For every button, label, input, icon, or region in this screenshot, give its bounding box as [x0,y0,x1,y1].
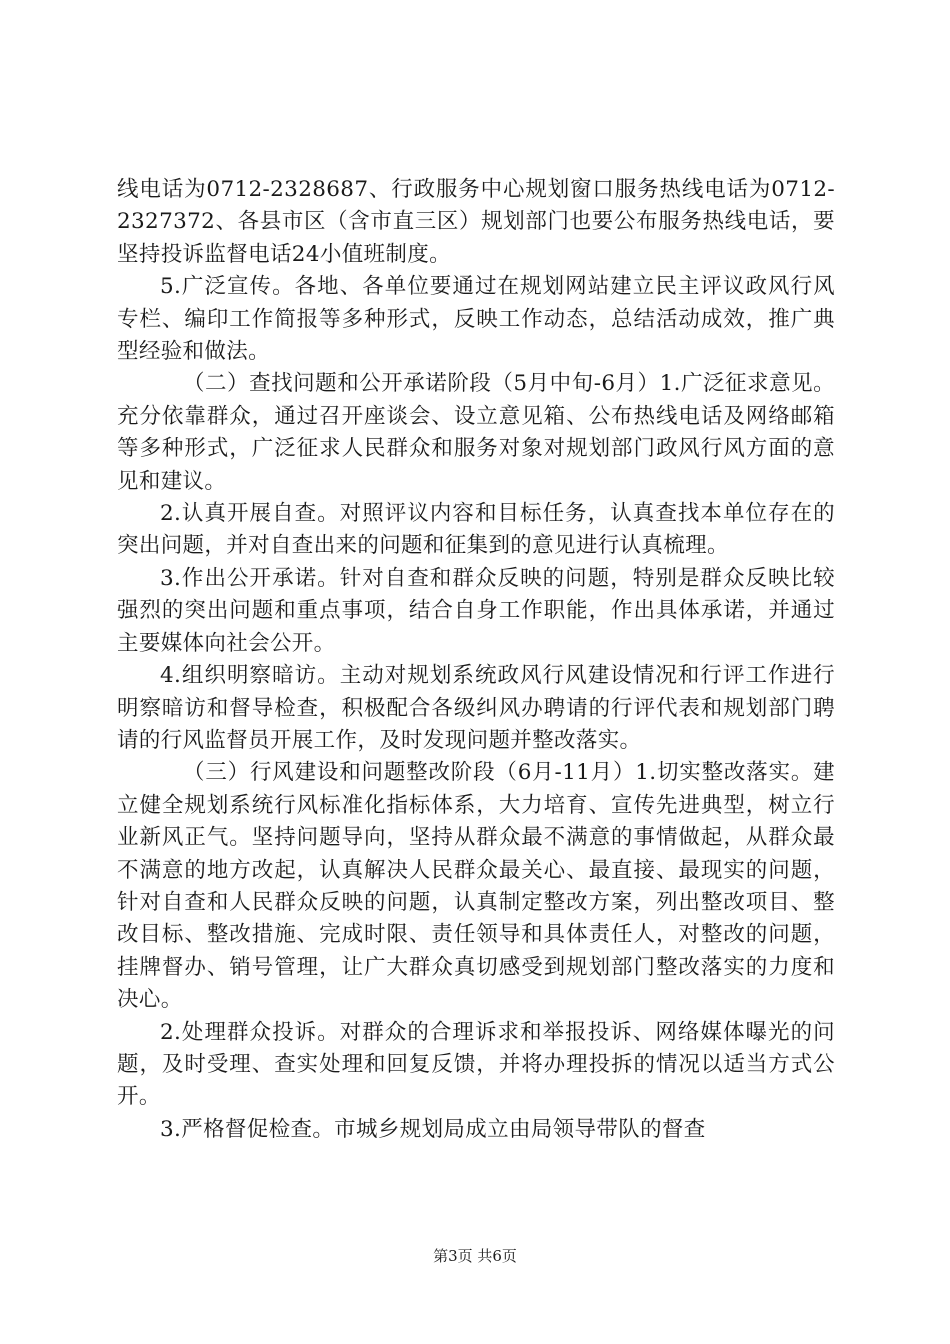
paragraph-self-inspection: 2.认真开展自查。对照评议内容和目标任务，认真查找本单位存在的突出问题，并对自查出来的问题和征集到的意见进行认真梳理。 [117,501,835,559]
paragraph-complaints: 2.处理群众投诉。对群众的合理诉求和举报投诉、网络媒体曝光的问题，及时受理、查实处理和回复反馈，并将办理投拆的情况以适当方式公开。 [117,1019,835,1110]
paragraph-publicity: 5.广泛宣传。各地、各单位要通过在规划网站建立民主评议政风行风专栏、编印工作简报等多种形式，反映工作动态，总结活动成效，推广典型经验和做法。 [117,274,835,365]
page-number-footer: 第3页 共6页 [433,1247,517,1265]
paragraph-stage-two: （二）查找问题和公开承诺阶段（5月中旬-6月）1.广泛征求意见。充分依靠群众，通过召开座谈会、设立意见箱、公布热线电话及网络邮箱等多种形式，广泛征求人民群众和服务对象对规划部门政风行风方面的意见和建议。 [117,371,835,494]
paragraph-hotline-continued: 线电话为0712-2328687、行政服务中心规划窗口服务热线电话为0712-2327372、各县市区（含市直三区）规划部门也要公布服务热线电话，要坚持投诉监督电话24小值班制度。 [117,177,835,267]
paragraph-public-commitment: 3.作出公开承诺。针对自查和群众反映的问题，特别是群众反映比较强烈的突出问题和重点事项，结合自身工作职能，作出具体承诺，并通过主要媒体向社会公开。 [117,565,835,656]
paragraph-inspection-visits: 4.组织明察暗访。主动对规划系统政风行风建设情况和行评工作进行明察暗访和督导检查，积极配合各级纠风办聘请的行评代表和规划部门聘请的行风监督员开展工作，及时发现问题并整改落实。 [117,663,835,753]
paragraph-stage-three: （三）行风建设和问题整改阶段（6月-11月）1.切实整改落实。建立健全规划系统行风标准化指标体系，大力培育、宣传先进典型，树立行业新风正气。坚持问题导向，坚持从群众最不满意的事情做起，从群众最不满意的地方改起，认真解决人民群众最关心、最直接、最现实的问题，针对自查和人民群众反映的问题，认真制定整改方案，列出整改项目、整改目标、整改措施、完成时限、责任领导和具体责任人，对整改的问题，挂牌督办、销号管理，让广大群众真切感受到规划部门整改落实的力度和决心。 [117,760,835,1013]
paragraph-supervision: 3.严格督促检查。市城乡规划局成立由局领导带队的督查 [160,1116,706,1142]
document-body [117,174,835,1146]
